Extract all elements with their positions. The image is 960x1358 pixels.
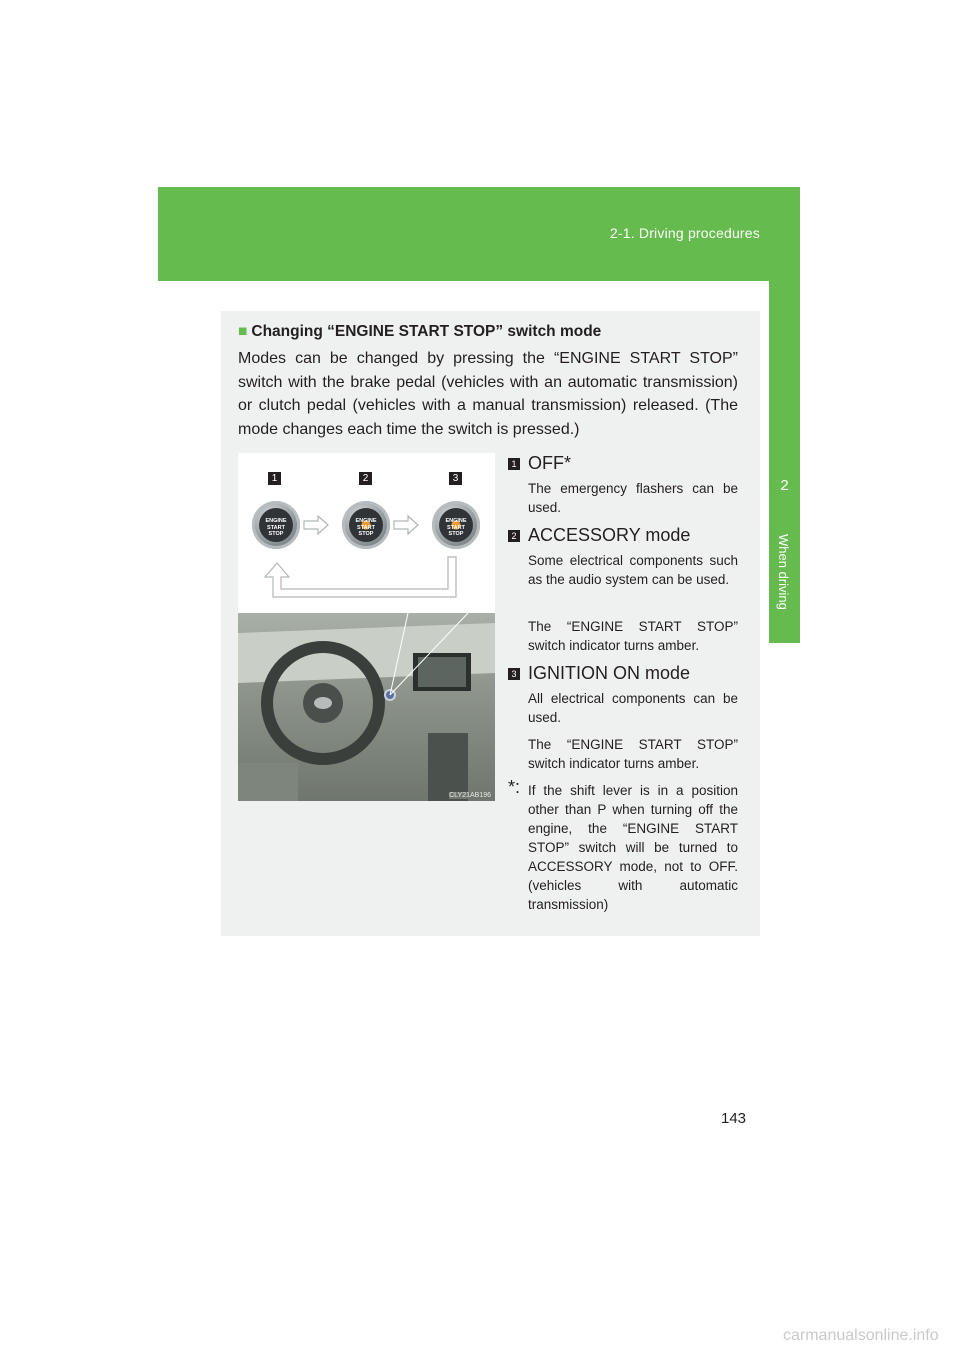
mode-number-badge: 2 <box>508 530 520 542</box>
arrow-right-icon <box>304 516 418 534</box>
chapter-tab-label-area <box>769 520 800 643</box>
dashboard-photo <box>238 613 495 801</box>
footnote-marker: *: <box>508 777 521 797</box>
mode-cycle-arrows <box>238 453 495 613</box>
mode-description: Some electrical components such as the audio system can be used. <box>528 553 738 587</box>
return-arrow-icon <box>265 557 456 597</box>
engine-switch-off: ENGINE START STOP <box>252 501 300 549</box>
heading-marker: ■ <box>238 323 248 340</box>
callout-area <box>238 453 495 613</box>
mode-title: OFF* <box>528 453 571 473</box>
intro-paragraph: Modes can be changed by pressing the “ENGINE START STOP” switch with the brake pedal (vehicles with an automatic transmission) or clutch pedal (vehicles with a manual transmission) released. (The mode changes each time the switch is pressed.) <box>238 350 738 438</box>
section-heading <box>238 323 601 341</box>
engine-switch-ignition-on: ENGINE START STOP <box>432 501 480 549</box>
mode-description: The “ENGINE START STOP” switch indicator turns amber. <box>528 619 738 653</box>
footnote-text: If the shift lever is in a position other than P when turning off the engine, the “ENGINE START STOP” switch will be turned to ACCESSORY mode, not to OFF. (vehicles with automatic transmission) <box>528 783 738 912</box>
mode-description: All electrical components can be used. <box>528 691 738 725</box>
section-title: 2-1. Driving procedures <box>609 225 760 241</box>
chapter-number: 2 <box>780 477 789 494</box>
switch-mode-figure <box>238 453 495 801</box>
mode-description: The “ENGINE START STOP” switch indicator turns amber. <box>528 737 738 771</box>
figure-badge-2: 2 <box>359 472 372 485</box>
engine-switch-accessory: ENGINE START STOP <box>342 501 390 549</box>
watermark: carmanualsonline.info <box>783 1327 939 1344</box>
figure-badge-3: 3 <box>449 472 462 485</box>
mode-description: The emergency flashers can be used. <box>528 481 738 515</box>
page-number: 143 <box>721 1110 747 1127</box>
mode-number-badge: 3 <box>508 668 520 680</box>
content-box <box>221 311 760 936</box>
chapter-label: When driving <box>776 534 791 610</box>
mode-number-badge: 1 <box>508 458 520 470</box>
header-bar <box>158 187 800 281</box>
heading-text: Changing “ENGINE START STOP” switch mode <box>251 323 602 340</box>
figure-badge-1: 1 <box>268 472 281 485</box>
figure-code: CLY21AB196 <box>449 792 491 799</box>
mode-title: ACCESSORY mode <box>528 525 691 545</box>
mode-title: IGNITION ON mode <box>528 663 691 683</box>
dashboard-illustration <box>238 613 495 801</box>
